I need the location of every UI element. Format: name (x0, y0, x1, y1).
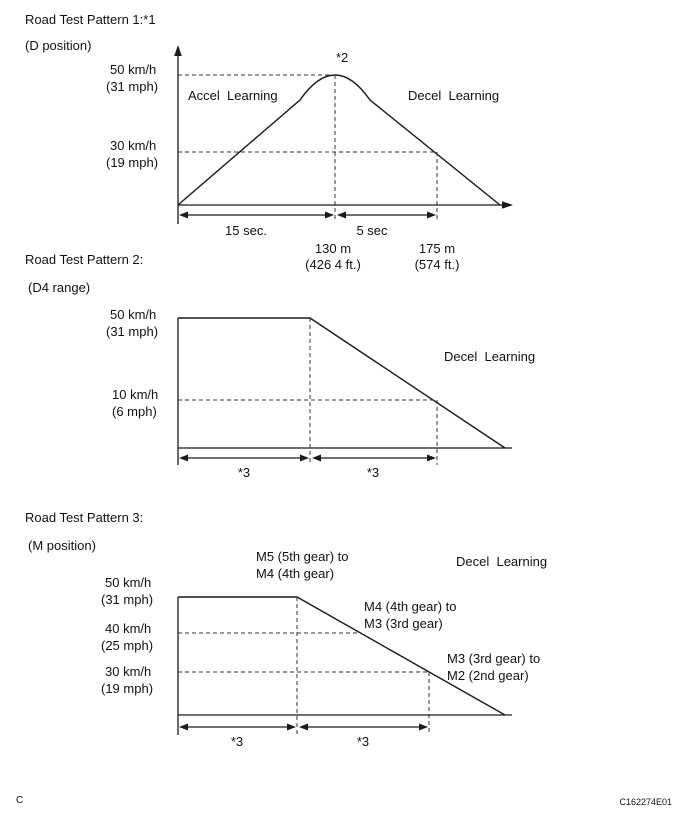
p1-decel-learning-label: Decel Learning (408, 88, 500, 103)
p2-arrow-seg1-left-head (179, 455, 188, 462)
p1-arrow-15sec-left-head (179, 212, 188, 219)
p3-shift-m4-m3-line2: M3 (3rd gear) (364, 616, 443, 631)
p1-axes (178, 54, 503, 224)
p1-arrow-5sec-right-head (427, 212, 436, 219)
p2-arrow-seg1-right-head (300, 455, 309, 462)
p1-distance-130m-ft-label: (426 4 ft.) (305, 257, 361, 272)
p1-distance-175m-label: 175 m (418, 241, 456, 256)
p3-shift-m3-m2-line2: M2 (2nd gear) (447, 668, 529, 683)
p3-arrow-seg2-left-head (299, 724, 308, 731)
p2-segment2-label: *3 (366, 465, 380, 480)
p3-speed-30-label: 30 km/h (105, 664, 152, 679)
p3-speed-50-mph-label: (31 mph) (101, 592, 154, 607)
p2-axes (178, 318, 512, 465)
p3-segment1-label: *3 (230, 734, 244, 749)
pattern3-subtitle: (M position) (28, 538, 96, 553)
footer-figure-code: C162274E01 (619, 797, 672, 807)
p1-x-axis-arrowhead (502, 201, 513, 209)
p2-speed-profile (178, 318, 505, 448)
p3-shift-m4-m3-line1: M4 (4th gear) to (364, 599, 457, 614)
p1-speed-50-mph-label: (31 mph) (106, 79, 159, 94)
p1-speed-30-label: 30 km/h (110, 138, 157, 153)
p1-arrow-15sec-right-head (325, 212, 334, 219)
p1-speed-30-mph-label: (19 mph) (106, 155, 159, 170)
p1-interval-15sec-label: 15 sec. (225, 223, 267, 238)
p3-arrow-seg1-left-head (179, 724, 188, 731)
p2-speed-10-mph-label: (6 mph) (112, 404, 157, 419)
p1-distance-130m-label: 130 m (314, 241, 352, 256)
p3-segment2-label: *3 (356, 734, 370, 749)
p1-interval-5sec-label: 5 sec (356, 223, 388, 238)
p3-speed-50-label: 50 km/h (105, 575, 152, 590)
pattern2-subtitle: (D4 range) (28, 280, 91, 295)
pattern1-subtitle: (D position) (25, 38, 92, 53)
p3-speed-40-mph-label: (25 mph) (101, 638, 154, 653)
p3-arrow-seg1-right-head (287, 724, 296, 731)
p1-arrow-5sec-left-head (337, 212, 346, 219)
p2-arrow-seg2-left-head (312, 455, 321, 462)
pattern3-title: Road Test Pattern 3: (25, 510, 144, 525)
p3-decel-learning-label: Decel Learning (456, 554, 548, 569)
pattern2-title: Road Test Pattern 2: (25, 252, 144, 267)
footer-page-mark: C (16, 795, 24, 806)
p2-segment1-label: *3 (237, 465, 251, 480)
p1-distance-175m-ft-label: (574 ft.) (414, 257, 460, 272)
p2-speed-50-label: 50 km/h (110, 307, 157, 322)
p1-speed-50-label: 50 km/h (110, 62, 157, 77)
p3-shift-m3-m2-line1: M3 (3rd gear) to (447, 651, 541, 666)
p2-speed-10-label: 10 km/h (112, 387, 159, 402)
p2-guides (178, 318, 437, 465)
p2-speed-50-mph-label: (31 mph) (106, 324, 159, 339)
pattern1-title: Road Test Pattern 1:*1 (25, 12, 156, 27)
p1-y-axis-arrowhead (174, 45, 182, 56)
p3-speed-40-label: 40 km/h (105, 621, 152, 636)
p3-speed-30-mph-label: (19 mph) (101, 681, 154, 696)
p2-arrow-seg2-right-head (427, 455, 436, 462)
p3-shift-m5-m4-line1: M5 (5th gear) to (256, 549, 349, 564)
p1-peak-note: *2 (336, 50, 349, 65)
p3-arrow-seg2-right-head (419, 724, 428, 731)
p1-accel-learning-label: Accel Learning (188, 88, 278, 103)
p3-shift-m5-m4-line2: M4 (4th gear) (256, 566, 335, 581)
p2-decel-learning-label: Decel Learning (444, 349, 536, 364)
